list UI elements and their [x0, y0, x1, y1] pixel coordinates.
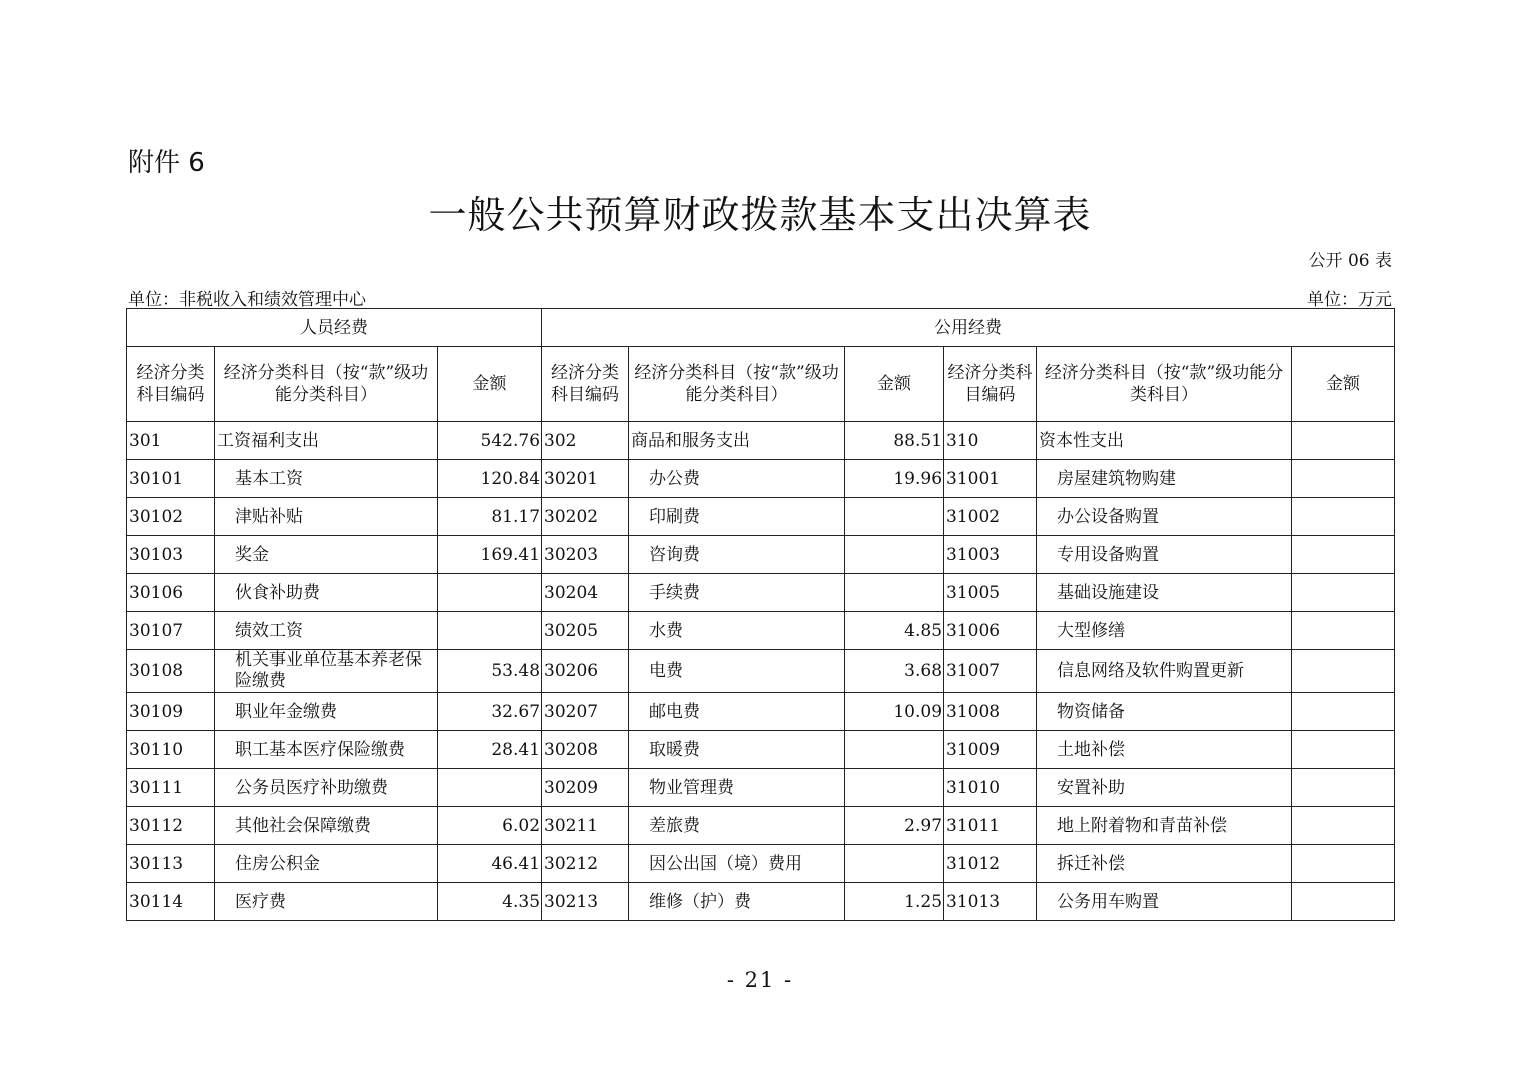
- cell-amount: [1292, 883, 1395, 921]
- reporting-unit: 单位：非税收入和绩效管理中心: [128, 290, 366, 310]
- cell-name: 安置补助: [1037, 769, 1292, 807]
- cell-amount: 120.84: [438, 460, 542, 498]
- col-amount-header: 金额: [438, 347, 542, 422]
- cell-code: 31006: [944, 612, 1037, 650]
- cell-name: 机关事业单位基本养老保险缴费: [215, 650, 438, 693]
- cell-name: 咨询费: [629, 536, 845, 574]
- cell-name: 取暖费: [629, 731, 845, 769]
- cell-code: 31013: [944, 883, 1037, 921]
- cell-name: 大型修缮: [1037, 612, 1292, 650]
- cell-amount: [1292, 650, 1395, 693]
- cell-code: 301: [127, 422, 215, 460]
- cell-code: 30102: [127, 498, 215, 536]
- cell-amount: [1292, 845, 1395, 883]
- cell-amount: [845, 536, 944, 574]
- cell-code: 30109: [127, 693, 215, 731]
- cell-amount: 10.09: [845, 693, 944, 731]
- cell-name: 土地补偿: [1037, 731, 1292, 769]
- cell-name: 医疗费: [215, 883, 438, 921]
- cell-name: 职业年金缴费: [215, 693, 438, 731]
- cell-name: 绩效工资: [215, 612, 438, 650]
- cell-code: 31001: [944, 460, 1037, 498]
- cell-amount: [1292, 460, 1395, 498]
- table-row: [127, 498, 1395, 536]
- cell-name: 津贴补贴: [215, 498, 438, 536]
- cell-name: 物业管理费: [629, 769, 845, 807]
- page-title: 一般公共预算财政拨款基本支出决算表: [428, 193, 1092, 237]
- cell-name: 差旅费: [629, 807, 845, 845]
- cell-name: 公务用车购置: [1037, 883, 1292, 921]
- cell-amount: 4.35: [438, 883, 542, 921]
- cell-amount: [438, 574, 542, 612]
- cell-amount: [1292, 574, 1395, 612]
- cell-amount: [438, 769, 542, 807]
- cell-code: 30212: [542, 845, 629, 883]
- cell-name: 伙食补助费: [215, 574, 438, 612]
- cell-name: 物资储备: [1037, 693, 1292, 731]
- table-number: 公开 06 表: [1308, 251, 1392, 271]
- cell-amount: [845, 498, 944, 536]
- cell-code: 31010: [944, 769, 1037, 807]
- cell-name: 基本工资: [215, 460, 438, 498]
- col-code-header: 经济分类科目编码: [542, 347, 629, 422]
- cell-amount: [1292, 612, 1395, 650]
- col-name-header: 经济分类科目（按“款”级功能分类科目）: [629, 347, 845, 422]
- cell-code: 30211: [542, 807, 629, 845]
- cell-code: 31005: [944, 574, 1037, 612]
- cell-code: 30208: [542, 731, 629, 769]
- cell-name: 水费: [629, 612, 845, 650]
- cell-code: 30110: [127, 731, 215, 769]
- cell-amount: 3.68: [845, 650, 944, 693]
- table-row: [127, 536, 1395, 574]
- cell-name: 房屋建筑物购建: [1037, 460, 1292, 498]
- cell-code: 30113: [127, 845, 215, 883]
- cell-amount: 2.97: [845, 807, 944, 845]
- cell-code: 31003: [944, 536, 1037, 574]
- col-name-header: 经济分类科目（按“款”级功能分类科目）: [215, 347, 438, 422]
- cell-amount: [1292, 498, 1395, 536]
- cell-name: 手续费: [629, 574, 845, 612]
- col-name-header: 经济分类科目（按“款”级功能分类科目）: [1037, 347, 1292, 422]
- cell-name: 地上附着物和青苗补偿: [1037, 807, 1292, 845]
- cell-name: 印刷费: [629, 498, 845, 536]
- cell-code: 30114: [127, 883, 215, 921]
- cell-code: 30107: [127, 612, 215, 650]
- table-row: [127, 650, 1395, 693]
- cell-code: 31011: [944, 807, 1037, 845]
- group-public: 公用经费: [542, 309, 1395, 347]
- attachment-label: 附件 6: [128, 148, 205, 178]
- cell-name: 住房公积金: [215, 845, 438, 883]
- table-row: [127, 807, 1395, 845]
- cell-amount: 4.85: [845, 612, 944, 650]
- cell-amount: [1292, 769, 1395, 807]
- cell-code: 31009: [944, 731, 1037, 769]
- cell-code: 30203: [542, 536, 629, 574]
- col-amount-header: 金额: [845, 347, 944, 422]
- cell-code: 30103: [127, 536, 215, 574]
- table-row: [127, 883, 1395, 921]
- cell-code: 30205: [542, 612, 629, 650]
- cell-code: 30202: [542, 498, 629, 536]
- cell-amount: 542.76: [438, 422, 542, 460]
- cell-amount: 169.41: [438, 536, 542, 574]
- cell-name: 商品和服务支出: [629, 422, 845, 460]
- cell-amount: 53.48: [438, 650, 542, 693]
- cell-name: 公务员医疗补助缴费: [215, 769, 438, 807]
- cell-amount: [1292, 422, 1395, 460]
- cell-amount: 6.02: [438, 807, 542, 845]
- cell-amount: 81.17: [438, 498, 542, 536]
- cell-amount: 32.67: [438, 693, 542, 731]
- cell-code: 31007: [944, 650, 1037, 693]
- table-row: [127, 693, 1395, 731]
- cell-code: 30207: [542, 693, 629, 731]
- cell-amount: [845, 731, 944, 769]
- cell-amount: [438, 612, 542, 650]
- cell-code: 30101: [127, 460, 215, 498]
- cell-code: 30213: [542, 883, 629, 921]
- table-row: [127, 612, 1395, 650]
- cell-amount: [845, 574, 944, 612]
- cell-name: 专用设备购置: [1037, 536, 1292, 574]
- group-header-row: [127, 309, 1395, 347]
- table-row: [127, 731, 1395, 769]
- cell-code: 30111: [127, 769, 215, 807]
- table-row: [127, 769, 1395, 807]
- cell-code: 30209: [542, 769, 629, 807]
- cell-name: 其他社会保障缴费: [215, 807, 438, 845]
- expenditure-table: [126, 308, 1395, 921]
- cell-code: 31002: [944, 498, 1037, 536]
- cell-code: 30204: [542, 574, 629, 612]
- cell-name: 办公设备购置: [1037, 498, 1292, 536]
- cell-amount: [1292, 807, 1395, 845]
- table-row: [127, 422, 1395, 460]
- cell-code: 30112: [127, 807, 215, 845]
- cell-amount: 88.51: [845, 422, 944, 460]
- cell-name: 办公费: [629, 460, 845, 498]
- cell-name: 拆迁补偿: [1037, 845, 1292, 883]
- cell-code: 30201: [542, 460, 629, 498]
- cell-name: 信息网络及软件购置更新: [1037, 650, 1292, 693]
- cell-amount: 19.96: [845, 460, 944, 498]
- cell-amount: 46.41: [438, 845, 542, 883]
- cell-name: 电费: [629, 650, 845, 693]
- cell-name: 因公出国（境）费用: [629, 845, 845, 883]
- cell-amount: [1292, 536, 1395, 574]
- page-number: - 21 -: [726, 968, 794, 992]
- cell-amount: [1292, 731, 1395, 769]
- table-row: [127, 574, 1395, 612]
- cell-name: 资本性支出: [1037, 422, 1292, 460]
- col-code-header: 经济分类科目编码: [127, 347, 215, 422]
- cell-amount: [1292, 693, 1395, 731]
- column-header-row: [127, 347, 1395, 422]
- cell-name: 基础设施建设: [1037, 574, 1292, 612]
- cell-code: 31012: [944, 845, 1037, 883]
- cell-code: 31008: [944, 693, 1037, 731]
- group-personnel: 人员经费: [127, 309, 542, 347]
- cell-name: 维修（护）费: [629, 883, 845, 921]
- cell-code: 30206: [542, 650, 629, 693]
- cell-name: 奖金: [215, 536, 438, 574]
- cell-amount: 28.41: [438, 731, 542, 769]
- cell-amount: [845, 845, 944, 883]
- cell-amount: 1.25: [845, 883, 944, 921]
- col-amount-header: 金额: [1292, 347, 1395, 422]
- cell-code: 302: [542, 422, 629, 460]
- currency-unit: 单位：万元: [1307, 290, 1392, 310]
- table-row: [127, 845, 1395, 883]
- col-code-header: 经济分类科目编码: [944, 347, 1037, 422]
- table-row: [127, 460, 1395, 498]
- cell-code: 30106: [127, 574, 215, 612]
- cell-amount: [845, 769, 944, 807]
- cell-name: 职工基本医疗保险缴费: [215, 731, 438, 769]
- cell-name: 工资福利支出: [215, 422, 438, 460]
- cell-code: 310: [944, 422, 1037, 460]
- cell-name: 邮电费: [629, 693, 845, 731]
- cell-code: 30108: [127, 650, 215, 693]
